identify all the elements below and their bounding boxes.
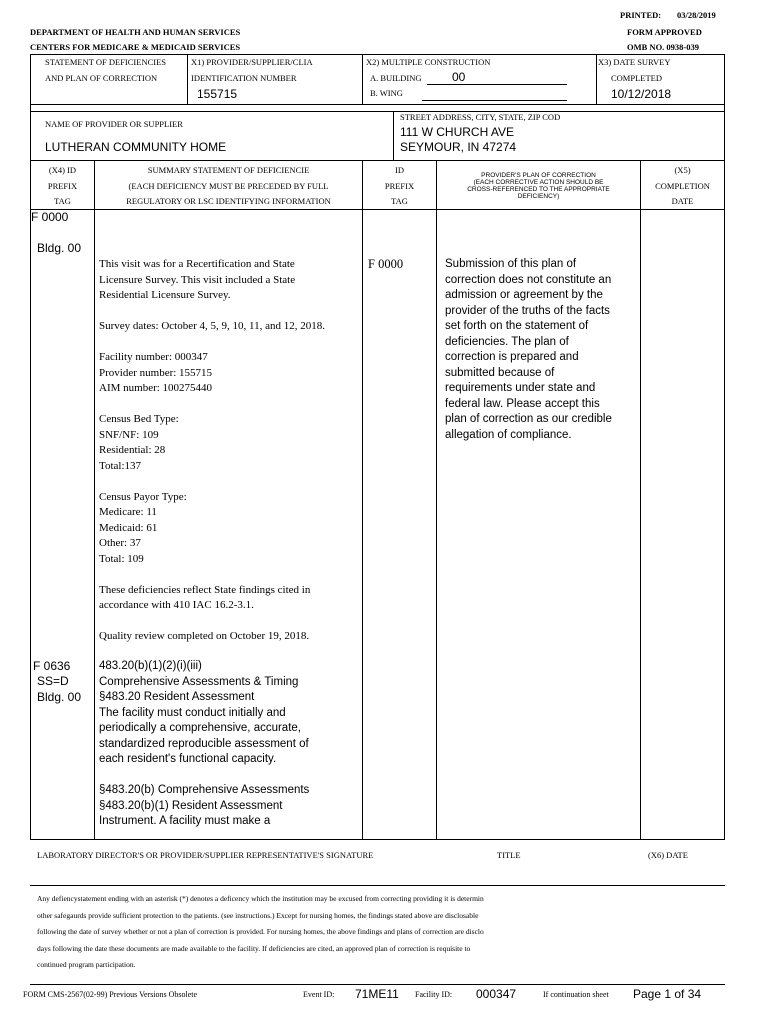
form-approved: FORM APPROVED [627,27,702,37]
tag-ssd: SS=D [37,674,69,688]
provider-name-value: LUTHERAN COMMUNITY HOME [45,140,227,154]
summary-para: Quality review completed on October 19, 2018. [99,630,310,642]
building-label: A. BUILDING [370,73,422,83]
col-summary-line1: SUMMARY STATEMENT OF DEFICIENCIE [147,165,310,175]
summary-para: These deficiencies reflect State findings cited in accordance with 410 IAC 16.2-3.1. [99,583,311,611]
col-x4-line1: (X4) ID [48,165,77,175]
col-id-line2: PREFIX [384,181,415,191]
col-plan-line1: PROVIDER'S PLAN OF CORRECTION [481,172,596,179]
event-id-value: 71ME11 [355,987,399,1001]
col-x4-line3: TAG [54,196,71,206]
provider-id-label-1: X1) PROVIDER/SUPPLIER/CLIA [191,57,313,67]
summary-para: Survey dates: October 4, 5, 9, 10, 11, and 12, 2018. [99,320,325,332]
omb-number: OMB NO. 0938-039 [627,42,700,52]
f0636-text: 483.20(b)(1)(2)(i)(iii) Comprehensive Assessments & Timing §483.20 Resident Assessment The facility must conduct initially and periodically a comprehensive, accurate, standardized reproducible assessment of each resident's functional capacity. §483.20(b) Comprehensive Assessments §483.20(b)(1) Resident Assessment Instrument. A facility must make a [99,660,310,827]
provider-id-value: 155715 [197,87,238,101]
statement-label-1: STATEMENT OF DEFICIENCIES [45,57,167,67]
tag-f0000: F 0000 [31,210,69,224]
department-title: DEPARTMENT OF HEALTH AND HUMAN SERVICES [30,27,241,37]
date-survey-value: 10/12/2018 [611,87,672,101]
col-x5-line3: DATE [671,196,694,206]
col-x5-line1: (X5) [674,165,691,175]
col-id-line3: TAG [391,196,408,206]
tag-bldg00-f0636: Bldg. 00 [37,690,82,704]
col-plan-line4: DEFICIENCY) [517,193,560,200]
summary-para: This visit was for a Recertification and State Licensure Survey. This visit included a State Residential Licensure Survey. [99,258,296,301]
id-tag-f0000: F 0000 [368,257,404,271]
footnote: Any defiencystatement ending with an asterisk (*) denotes a deficency which the institution may be excused from correcting providing it is determin other safegaurds provide sufficient protection to the patients. (see instructions.) Except for nursing homes, the findings stated above are disclosable following the date of survey whether or not a plan of correction is provided. For nursing homes, the above findings and plans of correction are disclo days following the date these documents are made available to the facility. If deficiencies are cited, an approved plan of correction is requisite to continued program participation. [37,894,484,969]
col-x4-line2: PREFIX [47,181,78,191]
page-number: Page 1 of 34 [633,987,702,1001]
summary-para: Census Bed Type: SNF/NF: 109 Residential: 28 Total:137 [99,413,179,472]
col-summary-line3: REGULATORY OR LSC IDENTIFYING INFORMATION [126,196,331,206]
tag-f0636: F 0636 [33,659,71,673]
statement-label-2: AND PLAN OF CORRECTION [45,73,158,83]
col-summary-line2: (EACH DEFICIENCY MUST BE PRECEDED BY FULL [128,181,329,191]
tag-bldg00: Bldg. 00 [37,241,82,255]
provider-name-label: NAME OF PROVIDER OR SUPPLIER [45,119,183,129]
plan-of-correction-text: Submission of this plan of correction does not constitute an admission or agreement by the provider of the truths of the facts set forth on the statement of deficiencies. The plan of correction is prepared and submitted because of requirements under state and federal law. Please accept this plan of correction as our credible allegation of compliance. [445,258,612,441]
title-label: TITLE [497,850,521,860]
col-x5-line2: COMPLETION [655,181,710,191]
provider-id-label-2: IDENTIFICATION NUMBER [191,73,297,83]
address-line-2: SEYMOUR, IN 47274 [400,140,517,154]
facility-id-value: 000347 [476,987,517,1001]
col-plan-line2: (EACH CORRECTIVE ACTION SHOULD BE [473,179,604,186]
form-number: FORM CMS-2567(02-99) Previous Versions Obsolete [23,990,198,999]
multiple-construction-label: X2) MULTIPLE CONSTRUCTION [366,57,491,67]
address-label: STREET ADDRESS, CITY, STATE, ZIP COD [400,112,561,122]
building-value: 00 [452,70,466,84]
summary-para: Census Payor Type: Medicare: 11 Medicaid: 61 Other: 37 Total: 109 [99,490,187,565]
printed-label: PRINTED: [620,10,662,20]
col-plan-line3: CROSS-REFERENCED TO THE APPROPRIATE [467,186,610,193]
event-id-label: Event ID: [303,990,335,999]
continuation-label: If continuation sheet [543,990,609,999]
facility-id-label: Facility ID: [415,990,453,999]
date-survey-label-2: COMPLETED [611,73,662,83]
summary-para: Facility number: 000347 Provider number: 155715 AIM number: 100275440 [99,351,213,394]
address-line-1: 111 W CHURCH AVE [400,125,515,139]
cms-title: CENTERS FOR MEDICARE & MEDICAID SERVICES [30,42,241,52]
wing-label: B. WING [370,88,403,98]
summary-block [99,257,361,645]
signature-label: LABORATORY DIRECTOR'S OR PROVIDER/SUPPLIER REPRESENTATIVE'S SIGNATURE [37,850,374,860]
col-id-line1: ID [395,165,404,175]
x6-date-label: (X6) DATE [648,850,688,860]
date-survey-label-1: X3) DATE SURVEY [598,57,671,67]
printed-date: 03/28/2019 [677,10,716,20]
